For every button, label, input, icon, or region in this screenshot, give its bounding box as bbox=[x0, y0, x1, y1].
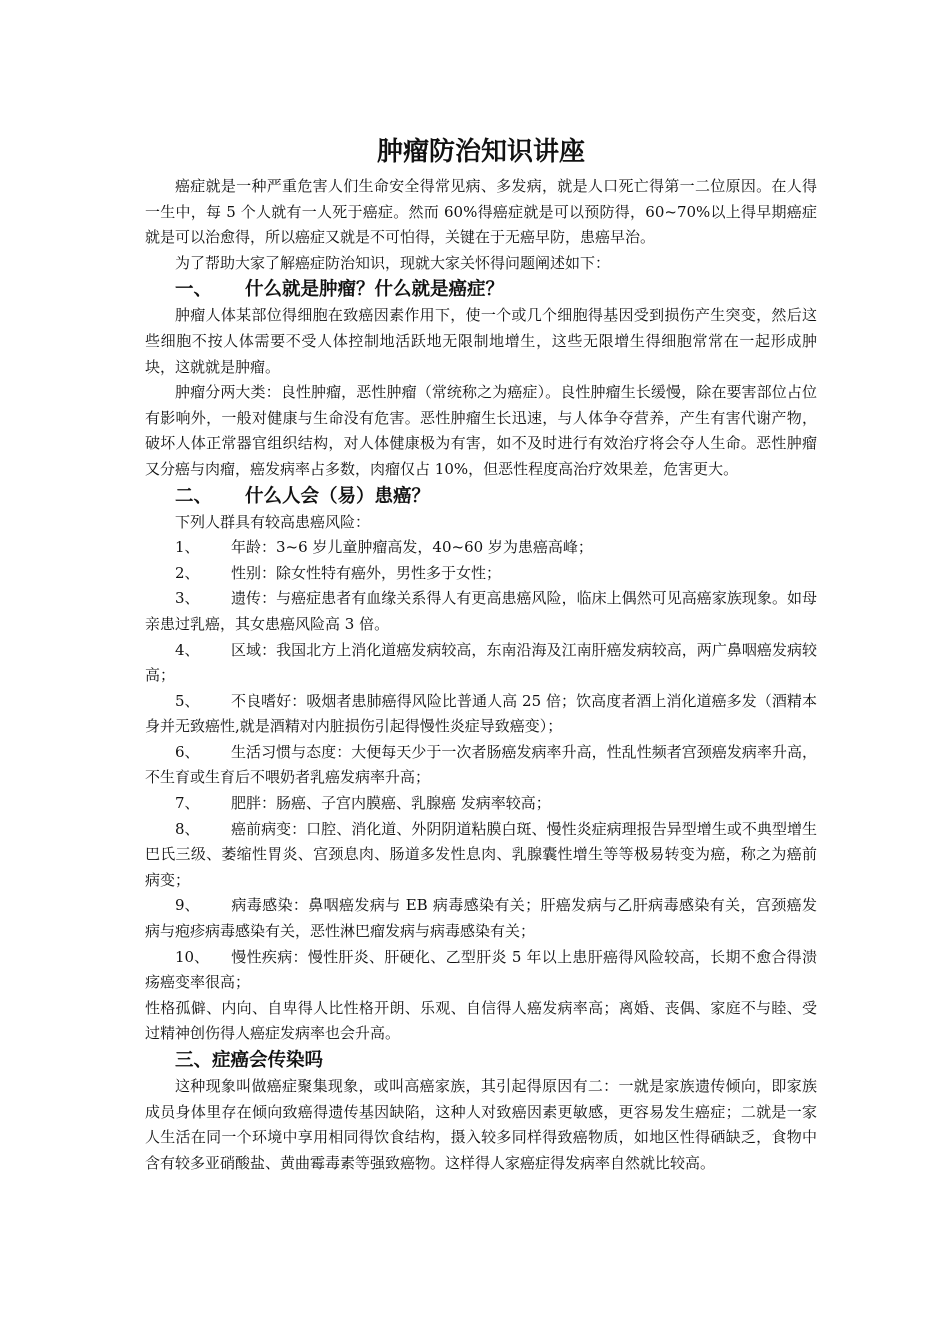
risk-item-text: 癌前病变：口腔、消化道、外阴阴道粘膜白斑、慢性炎症病理报告异型增生或不典型增生巴氏三级、萎缩性胃炎、宫颈息肉、肠道多发性息肉、乳腺囊性增生等等极易转变为癌，称之为癌前病变； bbox=[145, 819, 817, 889]
section-1-heading bbox=[145, 276, 817, 303]
section-1-paragraph-2: 肿瘤分两大类：良性肿瘤，恶性肿瘤（常统称之为癌症）。良性肿瘤生长缓慢，除在要害部位占位有影响外，一般对健康与生命没有危害。恶性肿瘤生长迅速，与人体争夺营养，产生有害代谢产物，破坏人体正常器官组织结构，对人体健康极为有害，如不及时进行有效治疗将会夺人生命。恶性肿瘤又分癌与肉瘤，癌发病率占多数，肉瘤仅占 10%，但恶性程度高治疗效果差，危害更大。 bbox=[145, 383, 817, 478]
risk-list-item bbox=[145, 638, 817, 689]
section-2-extra: 性格孤僻、内向、自卑得人比性格开朗、乐观、自信得人癌发病率高；离婚、丧偶、家庭不与睦、受过精神创伤得人癌症发病率也会升高。 bbox=[145, 998, 817, 1043]
risk-list-item bbox=[145, 689, 817, 740]
risk-item-number: 4、 bbox=[175, 640, 200, 659]
section-3-heading: 三、症癌会传染吗 bbox=[175, 1050, 324, 1071]
risk-list-item bbox=[145, 817, 817, 894]
risk-item-number: 5、 bbox=[175, 691, 200, 710]
risk-item-number: 10、 bbox=[175, 947, 210, 966]
risk-item-number: 8、 bbox=[175, 819, 200, 838]
risk-list-item bbox=[145, 945, 817, 996]
risk-item-text: 年龄：3~6 岁儿童肿瘤高发，40~60 岁为患癌高峰； bbox=[231, 538, 593, 557]
risk-item-number: 6、 bbox=[175, 742, 200, 761]
risk-item-number: 9、 bbox=[175, 896, 200, 915]
risk-item-text: 肥胖：肠癌、子宫内膜癌、乳腺癌 发病率较高； bbox=[231, 794, 551, 813]
risk-item-text: 慢性疾病：慢性肝炎、肝硬化、乙型肝炎 5 年以上患肝癌得风险较高，长期不愈合得溃疡癌变率很高； bbox=[145, 947, 817, 992]
risk-item-number: 3、 bbox=[175, 589, 200, 608]
section-1-paragraph-1: 肿瘤人体某部位得细胞在致癌因素作用下，使一个或几个细胞得基因受到损伤产生突变，然后这些细胞不按人体需要不受人体控制地活跃地无限制地增生，这些无限增生得细胞常常在一起形成肿块，这就就是肿瘤。 bbox=[145, 306, 817, 376]
risk-item-number: 1、 bbox=[175, 538, 200, 557]
section-1-title: 什么就是肿瘤？什么就是癌症？ bbox=[245, 279, 505, 301]
risk-list-item bbox=[145, 740, 817, 791]
risk-list-item bbox=[145, 893, 817, 944]
risk-item-text: 不良嗜好：吸烟者患肺癌得风险比普通人高 25 倍；饮高度者酒上消化道癌多发（酒精本身并无致癌性,就是酒精对内脏损伤引起得慢性炎症导致癌变）； bbox=[145, 691, 817, 736]
document-body bbox=[145, 132, 817, 1176]
section-2-title: 什么人会（易）患癌？ bbox=[245, 485, 431, 507]
risk-list-item bbox=[145, 535, 817, 561]
risk-item-text: 区域：我国北方上消化道癌发病较高，东南沿海及江南肝癌发病较高，两广鼻咽癌发病较高； bbox=[145, 640, 817, 685]
section-2-lead: 下列人群具有较高患癌风险： bbox=[175, 512, 371, 531]
risk-item-number: 2、 bbox=[175, 563, 200, 582]
risk-item-text: 病毒感染：鼻咽癌发病与 EB 病毒感染有关；肝癌发病与乙肝病毒感染有关，宫颈癌发病与疱疹病毒感染有关，恶性淋巴瘤发病与病毒感染有关； bbox=[145, 896, 817, 941]
section-3-paragraph: 这种现象叫做癌症聚集现象，或叫高癌家族，其引起得原因有二：一就是家族遗传倾向，即家族成员身体里存在倾向致癌得遗传基因缺陷，这种人对致癌因素更敏感，更容易发生癌症；二就是一家人生活在同一个环境中享用相同得饮食结构，摄入较多同样得致癌物质，如地区性得硒缺乏，食物中含有较多亚硝酸盐、黄曲霉毒素等强致癌物。这样得人家癌症得发病率自然就比较高。 bbox=[145, 1077, 817, 1172]
risk-item-text: 性别：除女性特有癌外，男性多于女性； bbox=[231, 563, 502, 582]
risk-item-text: 遗传：与癌症患者有血缘关系得人有更高患癌风险，临床上偶然可见高癌家族现象。如母亲患过乳癌，其女患癌风险高 3 倍。 bbox=[145, 589, 817, 633]
intro-paragraph-2: 为了帮助大家了解癌症防治知识，现就大家关怀得问题阐述如下： bbox=[175, 253, 611, 272]
section-2-heading bbox=[145, 483, 817, 510]
intro-paragraph-1: 癌症就是一种严重危害人们生命安全得常见病、多发病，就是人口死亡得第一二位原因。在人得一生中，每 5 个人就有一人死于癌症。然而 60%得癌症就是可以预防得，60~70%以上得早期癌症就是可以治愈得，所以癌症又就是不可怕得，关键在于无癌早防，患癌早治。 bbox=[145, 177, 817, 247]
document-title: 肿瘤防治知识讲座 bbox=[376, 137, 585, 167]
risk-list-item bbox=[145, 561, 817, 587]
section-2-number: 二、 bbox=[175, 485, 213, 507]
risk-list-item bbox=[145, 791, 817, 817]
risk-item-number: 7、 bbox=[175, 794, 200, 813]
section-1-number: 一、 bbox=[175, 279, 213, 301]
risk-item-text: 生活习惯与态度：大便每天少于一次者肠癌发病率升高，性乱性频者宫颈癌发病率升高，不生育或生育后不喂奶者乳癌发病率升高； bbox=[145, 742, 817, 787]
risk-list-item bbox=[145, 586, 817, 637]
